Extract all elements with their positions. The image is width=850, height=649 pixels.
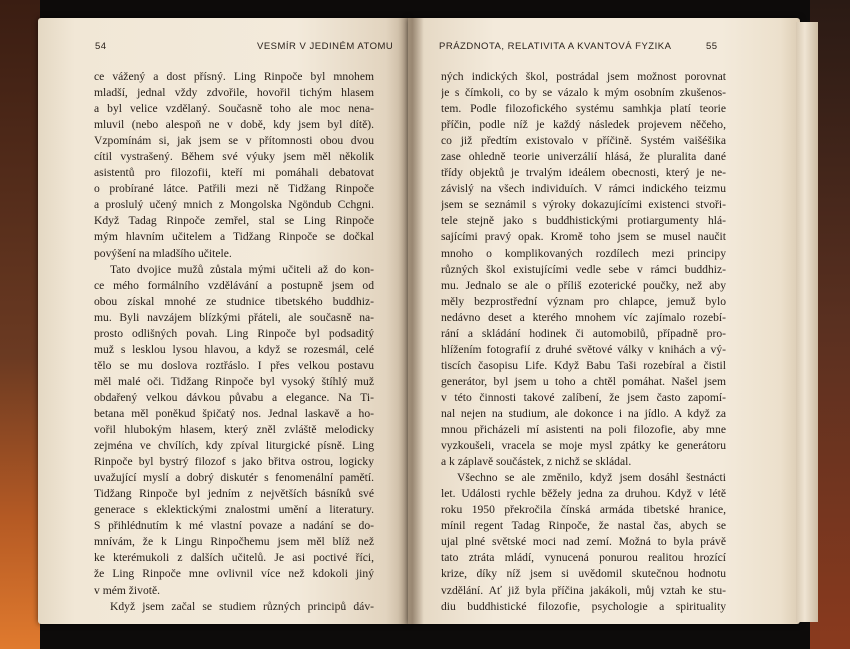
text-line: generace s eklektickými znalostmi umění a literatury. [94, 503, 374, 517]
text-line: a byl velice vzdělaný. Současně toho ale moc nena- [94, 102, 374, 116]
text-line: betana měl poněkud špičatý nos. Jednal laskavě a ho- [94, 406, 374, 420]
text-line: je s čímkoli, co by se vázalo k mým osobním zkušenos- [441, 86, 726, 100]
text-line: mým hlavním učitelem a Tidžang Rinpoče se dočkal [94, 230, 374, 244]
text-line: jsem se seznámil s výroky dokazujícími existenci stvoři- [441, 198, 726, 212]
left-page-body [94, 69, 374, 615]
right-running-head: PRÁZDNOTA, RELATIVITA A KVANTOVÁ FYZIKA [439, 41, 672, 52]
text-line: příčin, podle níž je každý následek projevem něčeho, [441, 118, 726, 132]
text-line: mnívám, že k Lingu Rinpočhemu jsem měl blíž než [94, 535, 374, 549]
text-line: obdařený velkou dávkou půvabu a elegance. Na Ti- [94, 390, 374, 404]
page-block-edge [796, 22, 818, 622]
text-line: mluvil (nebo alespoň ne v době, kdy jsem byl dítě). [94, 118, 374, 132]
text-line: třídy objektů je trvalým ideálem obecnosti, který je ne- [441, 166, 726, 180]
text-line: a k záplavě součástek, z nichž se skládal. [441, 455, 632, 469]
text-line: tiscích časopisu Life. Když Babu Taši rozebíral a čistil [441, 358, 726, 372]
text-line: Rinpoče byl bystrý filozof s jako břitva ostrou, logicky [94, 455, 374, 469]
text-line: tato ztráta mládí, vynucená ponurou realitou hrozící [441, 551, 726, 565]
text-line: krize, díky níž jsem si uvědomil skutečnou hodnotu [441, 567, 726, 581]
text-line: Vzpomínám si, jak jsem se v přítomnosti obou dvou [94, 134, 374, 148]
text-line: uvažující myslí a dobrý diskutér s fenomenální pamětí. [94, 471, 374, 485]
text-line: generátor, byl jsem u toho a chtěl pomáhat. Našel jsem [441, 374, 726, 388]
text-line: ujal plné světské moci nad zemí. Možná to byla právě [441, 535, 726, 549]
text-line: že Ling Rinpoče mne ovlivnil více než kdokoli jiný [94, 567, 374, 581]
text-line: vořil hlubokým hlasem, který zněl zvláště melodicky [94, 423, 374, 437]
text-line: o probírané látce. Patřili mezi ně Tidžang Rinpoče [94, 182, 374, 196]
text-line: nedávno deset a kterého mnohem víc zajímalo rozebí- [441, 310, 726, 324]
text-line: zase ohledně teorie univerzálií hlásá, že pluralita dané [441, 150, 726, 164]
text-line: a proslulý učený mnich z Mongolska Ngöndub Cchgni. [94, 198, 374, 212]
text-line: Když jsem začal se studiem různých principů dáv- [110, 599, 374, 613]
text-line: v mém životě. [94, 583, 161, 597]
text-line: Když Tadag Rinpoče zemřel, stal se Ling Rinpoče [94, 214, 374, 228]
text-line: vyzkoušeli, vracela se moje mysl zpátky ke generátoru [441, 439, 726, 453]
right-page-body [441, 69, 726, 615]
text-line: sajícími pravý opak. Kromě toho jsem se musel naučit [441, 230, 726, 244]
background-left-edge [0, 0, 40, 649]
text-line: mladší, jednal vždy zdvořile, hovořil tichým hlasem [94, 86, 374, 100]
text-line: cítil vystrašený. Během své výuky jsem měl několik [94, 150, 374, 164]
text-line: Tato dvojice mužů zůstala mými učiteli až do kon- [110, 262, 374, 276]
text-line: rání a skládání hodinek či automobilů, případně pro- [441, 326, 726, 340]
text-line: tem. Podle filozofického systému samhkja platí teorie [441, 102, 726, 116]
text-line: ce vážený a dost přísný. Ling Rinpoče byl mnohem [94, 70, 374, 83]
text-line: tele stejně jako s buddhistickými protiargumenty hlá- [441, 214, 726, 228]
text-line: co již předtím existovalo v příčině. Systém vaišéšika [441, 134, 726, 148]
text-line: diu buddhistické filozofie, psychologie a spirituality [441, 599, 726, 613]
text-line: Všechno se ale změnilo, když jsem dosáhl šestnácti [457, 471, 726, 485]
text-line: let. Události rychle běžely jedna za druhou. Když v létě [441, 487, 726, 501]
text-line: muž s lesklou lysou hlavou, a když se rozesmál, celé [94, 342, 374, 356]
text-line: S přihlédnutím k mé vlastní povaze a nadání se do- [94, 519, 374, 533]
text-line: měl malé oči. Tidžang Rinpoče byl vysoký štíhlý muž [94, 374, 374, 388]
text-line: vzdělání. Ať již byla příčina jakákoli, můj vztah ke stu- [441, 583, 726, 597]
text-line: mínil regent Tadag Rinpoče, že nastal čas, abych se [441, 519, 726, 533]
text-line: ných indických škol, postrádal jsem možnost porovnat [441, 70, 726, 83]
text-line: Tidžang Rinpoče byl jedním z největších básníků své [94, 487, 374, 501]
text-line: mu. Jednalo se ale o příliš ezoterické poučky, než aby [441, 278, 726, 292]
text-line: ke kterémukoli z dalších učitelů. Je asi poctivé říci, [94, 551, 374, 565]
text-line: prosto odlišných povah. Ling Rinpoče byl podsaditý [94, 326, 374, 340]
text-line: obou získal mnohé ze studnice tibetského buddhiz- [94, 294, 374, 308]
right-page-number: 55 [706, 41, 718, 52]
text-line: měly bezprostřední význam pro chlapce, jemuž bylo [441, 294, 726, 308]
text-line: mu. Byli navzájem blízkými přáteli, ale současně na- [94, 310, 374, 324]
text-line: v této činnosti takové zalíbení, že jsem často zapomí- [441, 390, 726, 404]
text-line: povýšení na mladšího učitele. [94, 246, 232, 260]
text-line: tělo se mu doslova roztřáslo. I přes velkou postavu [94, 358, 374, 372]
text-line: asistentů pro filozofii, kteří mi pomáhali debatovat [94, 166, 374, 180]
text-line: závislý na všech individuích. V rámci indického teizmu [441, 182, 726, 196]
text-line: ce mého formálního vzdělávání a postupně jsem od [94, 278, 374, 292]
left-running-head: VESMÍR V JEDINÉM ATOMU [257, 41, 394, 52]
left-page-number: 54 [95, 41, 107, 52]
text-line: roku 1950 překročila čínská armáda tibetské hranice, [441, 503, 726, 517]
text-line: hlížením fotografií z druhé světové války v knihách a vý- [441, 342, 726, 356]
text-line: mnou přicházeli mí asistenti na poli filozofie, aby mne [441, 423, 726, 437]
text-line: mnoho o komplikovaných rozdílech mezi principy [441, 246, 726, 260]
text-line: zejména ve chvílích, kdy zpíval liturgické písně. Ling [94, 439, 374, 453]
text-line: nal nejen na studium, ale dokonce i na jídlo. A když za [441, 406, 726, 420]
text-line: různých škol existujícími vedle sebe v rámci buddhiz- [441, 262, 726, 276]
